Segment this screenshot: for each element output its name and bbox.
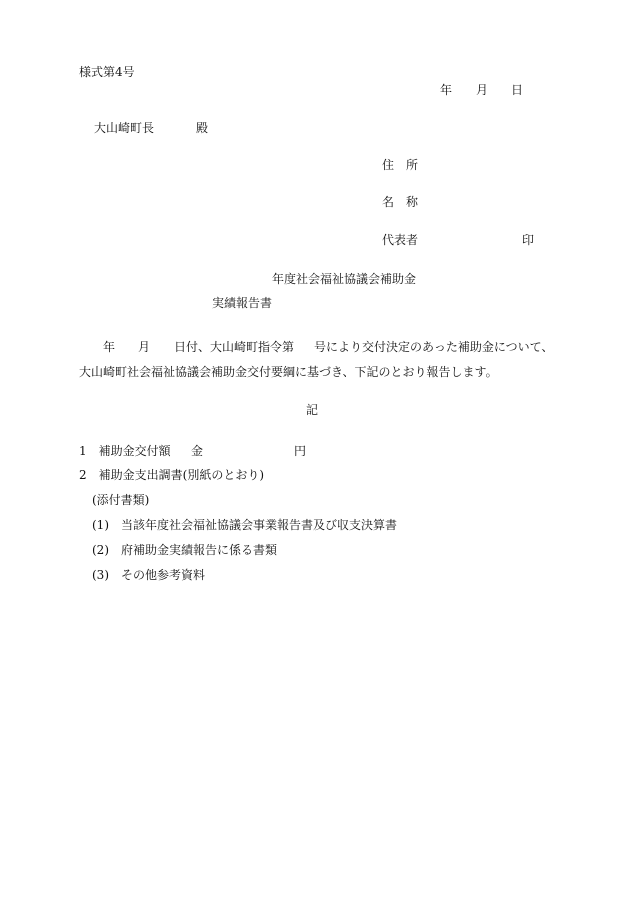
date-year: 年	[440, 83, 453, 97]
item1-currency: 金	[191, 444, 204, 458]
addressee-honorific: 殿	[196, 121, 209, 135]
document-title-line2: 実績報告書	[212, 296, 273, 310]
date-day: 日	[511, 83, 524, 97]
form-number: 様式第4号	[79, 65, 135, 79]
attachment-item: (1) 当該年度社会福祉協議会事業報告書及び収支決算書	[92, 518, 398, 532]
item2-label: 2 補助金支出調書(別紙のとおり)	[79, 468, 264, 482]
attachments-heading: (添付書類)	[92, 493, 150, 507]
name-label: 名 称	[382, 195, 419, 209]
date-month: 月	[476, 83, 489, 97]
body-line2: 大山崎町社会福祉協議会補助金交付要綱に基づき、下記のとおり報告します。	[79, 365, 498, 379]
addressee-name: 大山崎町長	[94, 121, 155, 135]
body-year: 年	[103, 340, 116, 354]
document-title-line1: 年度社会福祉協議会補助金	[272, 272, 417, 286]
item1-label: 1 補助金交付額	[79, 444, 171, 458]
representative-label: 代表者	[382, 233, 419, 247]
seal-mark: 印	[522, 233, 535, 247]
attachment-item: (2) 府補助金実績報告に係る書類	[92, 543, 277, 557]
body-month: 月	[138, 340, 151, 354]
body-line1-end: 号により交付決定のあった補助金について、	[314, 340, 554, 354]
ki-heading: 記	[306, 403, 319, 417]
body-date-text: 日付、大山崎町指令第	[174, 340, 295, 354]
item1-unit: 円	[294, 444, 307, 458]
address-label: 住 所	[382, 158, 419, 172]
attachment-item: (3) その他参考資料	[92, 568, 205, 582]
